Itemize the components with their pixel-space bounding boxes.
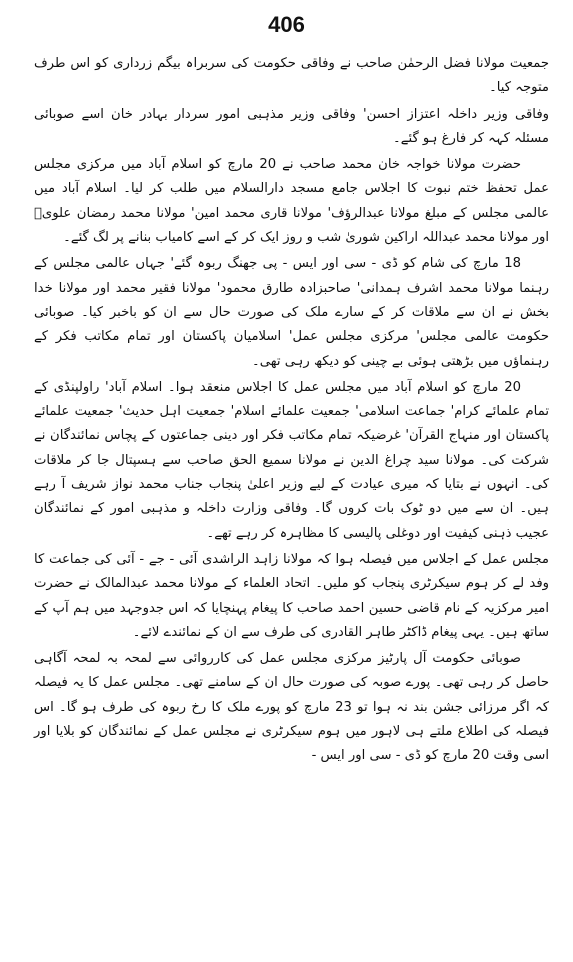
paragraph: حضرت مولانا خواجہ خان محمد صاحب نے 20 مارچ کو اسلام آباد میں مرکزی مجلس عمل تحفظ ختم نبوت کا اجلاس جامع مسجد دارالسلام میں طلب کر لیا۔ اسلام آباد میں عالمی مجلس کے مبلغ مولانا عبدالرؤف' مولانا قاری محمد امین' مولانا محمد رمضان علویؒ اور مولانا محمد عبداللہ اراکین شوریٰ شب و روز ایک کر کے اسے کامیاب بنانے پر لگ گئے۔ xyxy=(34,157,549,246)
paragraph: صوبائی حکومت آل پارٹیز مرکزی مجلس عمل کی کارروائی سے لمحہ بہ لمحہ آگاہی حاصل کر رہی تھی۔ پورے صوبہ کی صورت حال ان کے سامنے تھی۔ مجلس عمل کا یہ فیصلہ کہ اگر مرزائی جشن بند نہ ہوا تو 23 مارچ کو پورے ملک کا رخ ربوہ کی طرف ہو گا۔ اس فیصلہ کی اطلاع ملتے ہی لاہور میں ہوم سیکرٹری نے مجلس عمل کے نمائندگان کو بلایا اور اسی وقت 20 مارچ کو ڈی - سی اور ایس - xyxy=(34,651,550,764)
page-text xyxy=(34,52,549,771)
paragraph: 20 مارچ کو اسلام آباد میں مجلس عمل کا اجلاس منعقد ہوا۔ اسلام آباد' راولپنڈی کے تمام علمائے کرام' جماعت اسلامی' جمعیت علمائے اسلام' جمعیت اہل حدیث' جمعیت علمائے پاکستان اور منہاج القرآن' غرضیکہ تمام مکاتب فکر اور دینی جماعتوں کے پچاس نمائندگان نے شرکت کی۔ مولانا سید چراغ الدین نے مولانا سمیع الحق صاحب سے ہسپتال جا کر ملاقات کی۔ انہوں نے بتایا کہ میری عیادت کے لیے وزیر اعلیٰ پنجاب جناب محمد نواز شریف آ رہے ہیں۔ ان سے میں دو ٹوک بات کروں گا۔ وفاقی وزارت داخلہ و مذہبی امور کے نمائندگان عجیب ذہنی کیفیت اور دوغلی پالیسی کا مظاہرہ کر رہے تھے۔ xyxy=(34,379,549,541)
paragraph: جمعیت مولانا فضل الرحمٰن صاحب نے وفاقی حکومت کی سربراہ بیگم زرداری کو اس طرف متوجہ کیا۔ xyxy=(34,56,549,96)
page-number: 406 xyxy=(268,12,305,37)
paragraph: وفاقی وزیر داخلہ اعتزاز احسن' وفاقی وزیر مذہبی امور سردار بہادر خان اسے صوبائی مسئلہ کہہ کر فارغ ہو گئے۔ xyxy=(34,106,549,146)
paragraph: 18 مارچ کی شام کو ڈی - سی اور ایس - پی جھنگ ربوہ گئے' جہاں عالمی مجلس کے رہنما مولانا محمد اشرف ہمدانی' صاحبزادہ طارق محمود' مولانا فقیر محمد اور مولانا خدا بخش نے ان سے ملاقات کر کے سارے ملک کی صورت حال سے ان کو باخبر کیا۔ صوبائی حکومت عالمی مجلس' مرکزی مجلس عمل' اسلامیان پاکستان اور تمام مکاتب فکر کے رہنماؤں میں بڑھتی ہوئی بے چینی کو دیکھ رہی تھی۔ xyxy=(34,256,549,369)
paragraph: مجلس عمل کے اجلاس میں فیصلہ ہوا کہ مولانا زاہد الراشدی آئی - جے - آئی کی جماعت کا وفد لے کر ہوم سیکرٹری پنجاب کو ملیں۔ اتحاد العلماء کے مولانا محمد عبدالمالک نے حضرت امیر مرکزیہ کے نام قاضی حسین احمد صاحب کا پیغام پہنچایا کہ اس جدوجہد میں ہم آپ کے ساتھ ہیں۔ یہی پیغام ڈاکٹر طاہر القادری کی طرف سے ان کے نمائندے لائے۔ xyxy=(34,551,549,640)
